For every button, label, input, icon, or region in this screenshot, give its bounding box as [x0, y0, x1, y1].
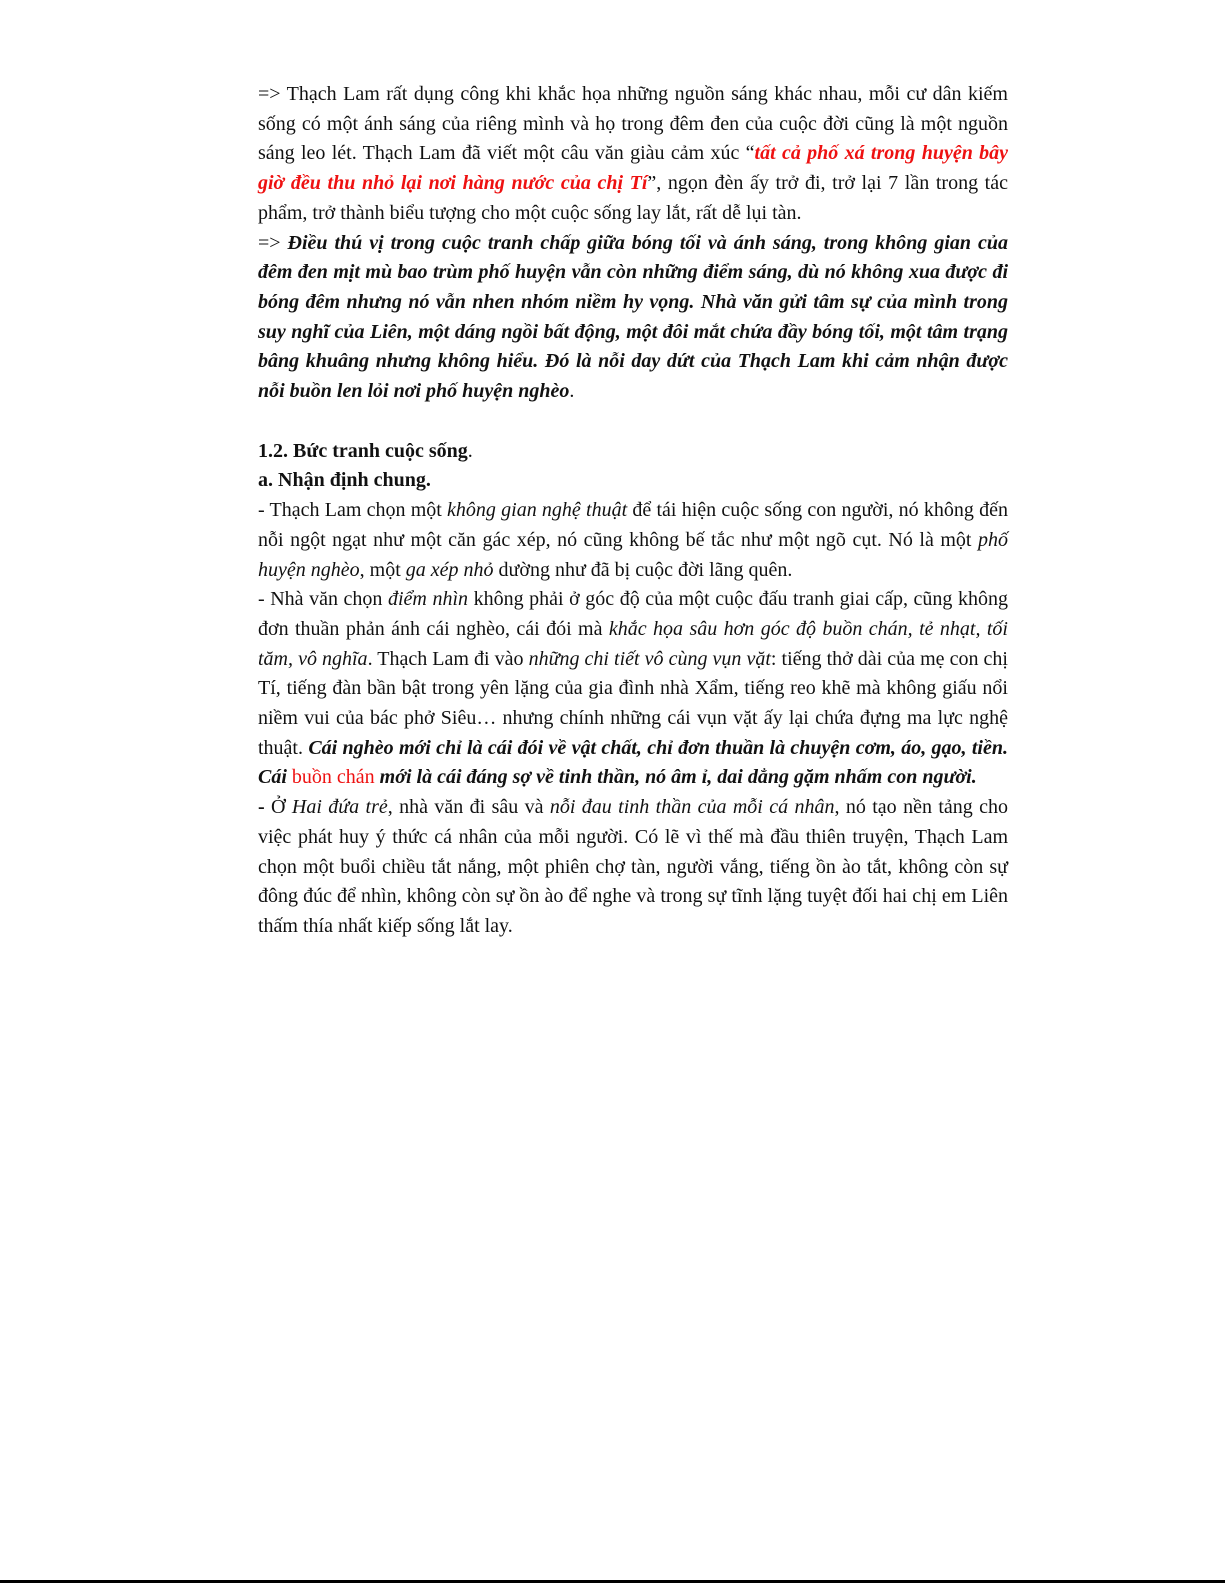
emphasis-run: Cái nghèo mới chỉ là cái đói về vật chất, chỉ đơn thuần là chuyện cơm, áo, gạo, tiền. Cái: [258, 736, 1008, 789]
heading-dot: .: [467, 439, 473, 462]
text-run: để tái hiện cuộc sống con người, nó không đến nỗi ngột ngạt như một căn gác xép, nó cũng không bế tắc như một ngõ cụt. Nó là một: [258, 499, 1008, 551]
text-run: dường như đã bị cuộc đời lãng quên.: [493, 558, 793, 581]
paragraph-viewpoint: [258, 585, 1008, 793]
bold-dash: -: [258, 796, 272, 819]
italic-run: phố huyện nghèo: [258, 528, 1008, 581]
italic-run: không gian nghệ thuật: [447, 499, 628, 522]
text-run: : tiếng thở dài của mẹ con chị Tí, tiếng đàn bần bật trong yên lặng của gia đình nhà Xẩm, tiếng reo khẽ mà không giấu nổi niềm vui của bác phở Siêu… nhưng chính những cái vụn vặt ấy lại chứa đựng ma lực nghệ thuật.: [258, 647, 1008, 759]
italic-run: Hai đứa trẻ: [291, 796, 388, 819]
paragraph-light-sources: [258, 80, 1008, 229]
emphasis-run: mới là cái đáng sợ về tinh thần, nó âm ỉ, dai dẳng gặm nhấm con người.: [374, 766, 977, 789]
subheading-a: a. Nhận định chung.: [258, 469, 431, 492]
red-highlight: buồn chán: [291, 766, 375, 789]
paragraph-spacer: [258, 407, 1008, 437]
text-run: . Thạch Lam đi vào: [367, 647, 529, 670]
italic-run: điểm nhìn: [388, 588, 468, 611]
text-run: không phải ở góc độ của một cuộc đấu tranh giai cấp, cũng không đơn thuần phản ánh cái nghèo, cái đói mà: [258, 588, 1008, 640]
text-run: - Thạch Lam chọn một: [258, 499, 448, 522]
text-run: =>: [258, 231, 288, 254]
bottom-border: [0, 1580, 1225, 1583]
text-run: ”, ngọn đèn ấy trở đi, trở lại 7 lần trong tác phẩm, trở thành biểu tượng cho một cuộc sống lay lắt, rất dễ lụi tàn.: [258, 172, 1008, 224]
text-run: Ở: [271, 796, 292, 819]
paragraph-art-space: [258, 496, 1008, 585]
italic-run: những chi tiết vô cùng vụn vặt: [528, 647, 771, 670]
heading-text: 1.2. Bức tranh cuộc sống: [258, 439, 468, 462]
paragraph-conclusion: [258, 229, 1008, 407]
text-run: .: [569, 380, 575, 403]
text-run: => Thạch Lam rất dụng công khi khắc họa những nguồn sáng khác nhau, mỗi cư dân kiếm sống có một ánh sáng của riêng mình và họ trong đêm đen của cuộc đời cũng là một nguồn sáng leo lét. Thạch Lam đã viết một câu văn giàu cảm xúc “: [258, 83, 1008, 165]
italic-run: khắc họa sâu hơn góc độ buồn chán, tẻ nhạt, tối tăm, vô nghĩa: [258, 617, 1008, 670]
document-page: [258, 80, 1008, 942]
italic-run: ga xép nhỏ: [405, 558, 494, 581]
text-run: , một: [359, 558, 406, 581]
emphasis-run: Điều thú vị trong cuộc tranh chấp giữa bóng tối và ánh sáng, trong không gian của đêm đen mịt mù bao trùm phố huyện vẫn còn những điểm sáng, dù nó không xua được đi bóng đêm nhưng nó vẫn nhen nhóm niềm hy vọng. Nhà văn gửi tâm sự của mình trong suy nghĩ của Liên, một dáng ngồi bất động, một đôi mắt chứa đầy bóng tối, một tâm trạng bâng khuâng nhưng không hiểu. Đó là nỗi day dứt của Thạch Lam khi cảm nhận được nỗi buồn len lỏi nơi phố huyện nghèo: [258, 231, 1009, 403]
text-run: , nhà văn đi sâu và: [387, 796, 550, 819]
italic-run: nỗi đau tinh thần của mỗi cá nhân: [549, 796, 835, 819]
text-run: - Nhà văn chọn: [258, 588, 388, 611]
paragraph-hai-dua-tre: [258, 793, 1008, 942]
section-heading-1-2: [258, 437, 1008, 467]
quote-highlight: tất cả phố xá trong huyện bây giờ đều thu nhỏ lại nơi hàng nước của chị Tí: [258, 142, 1009, 195]
text-run: , nó tạo nền tảng cho việc phát huy ý thức cá nhân của mỗi người. Có lẽ vì thế mà đầu thiên truyện, Thạch Lam chọn một buổi chiều tắt nắng, một phiên chợ tàn, người vắng, tiếng ồn ào tắt, không còn sự đông đúc để nhìn, không còn sự ồn ào để nghe và trong sự tĩnh lặng tuyệt đối hai chị em Liên thấm thía nhất kiếp sống lắt lay.: [258, 796, 1009, 937]
